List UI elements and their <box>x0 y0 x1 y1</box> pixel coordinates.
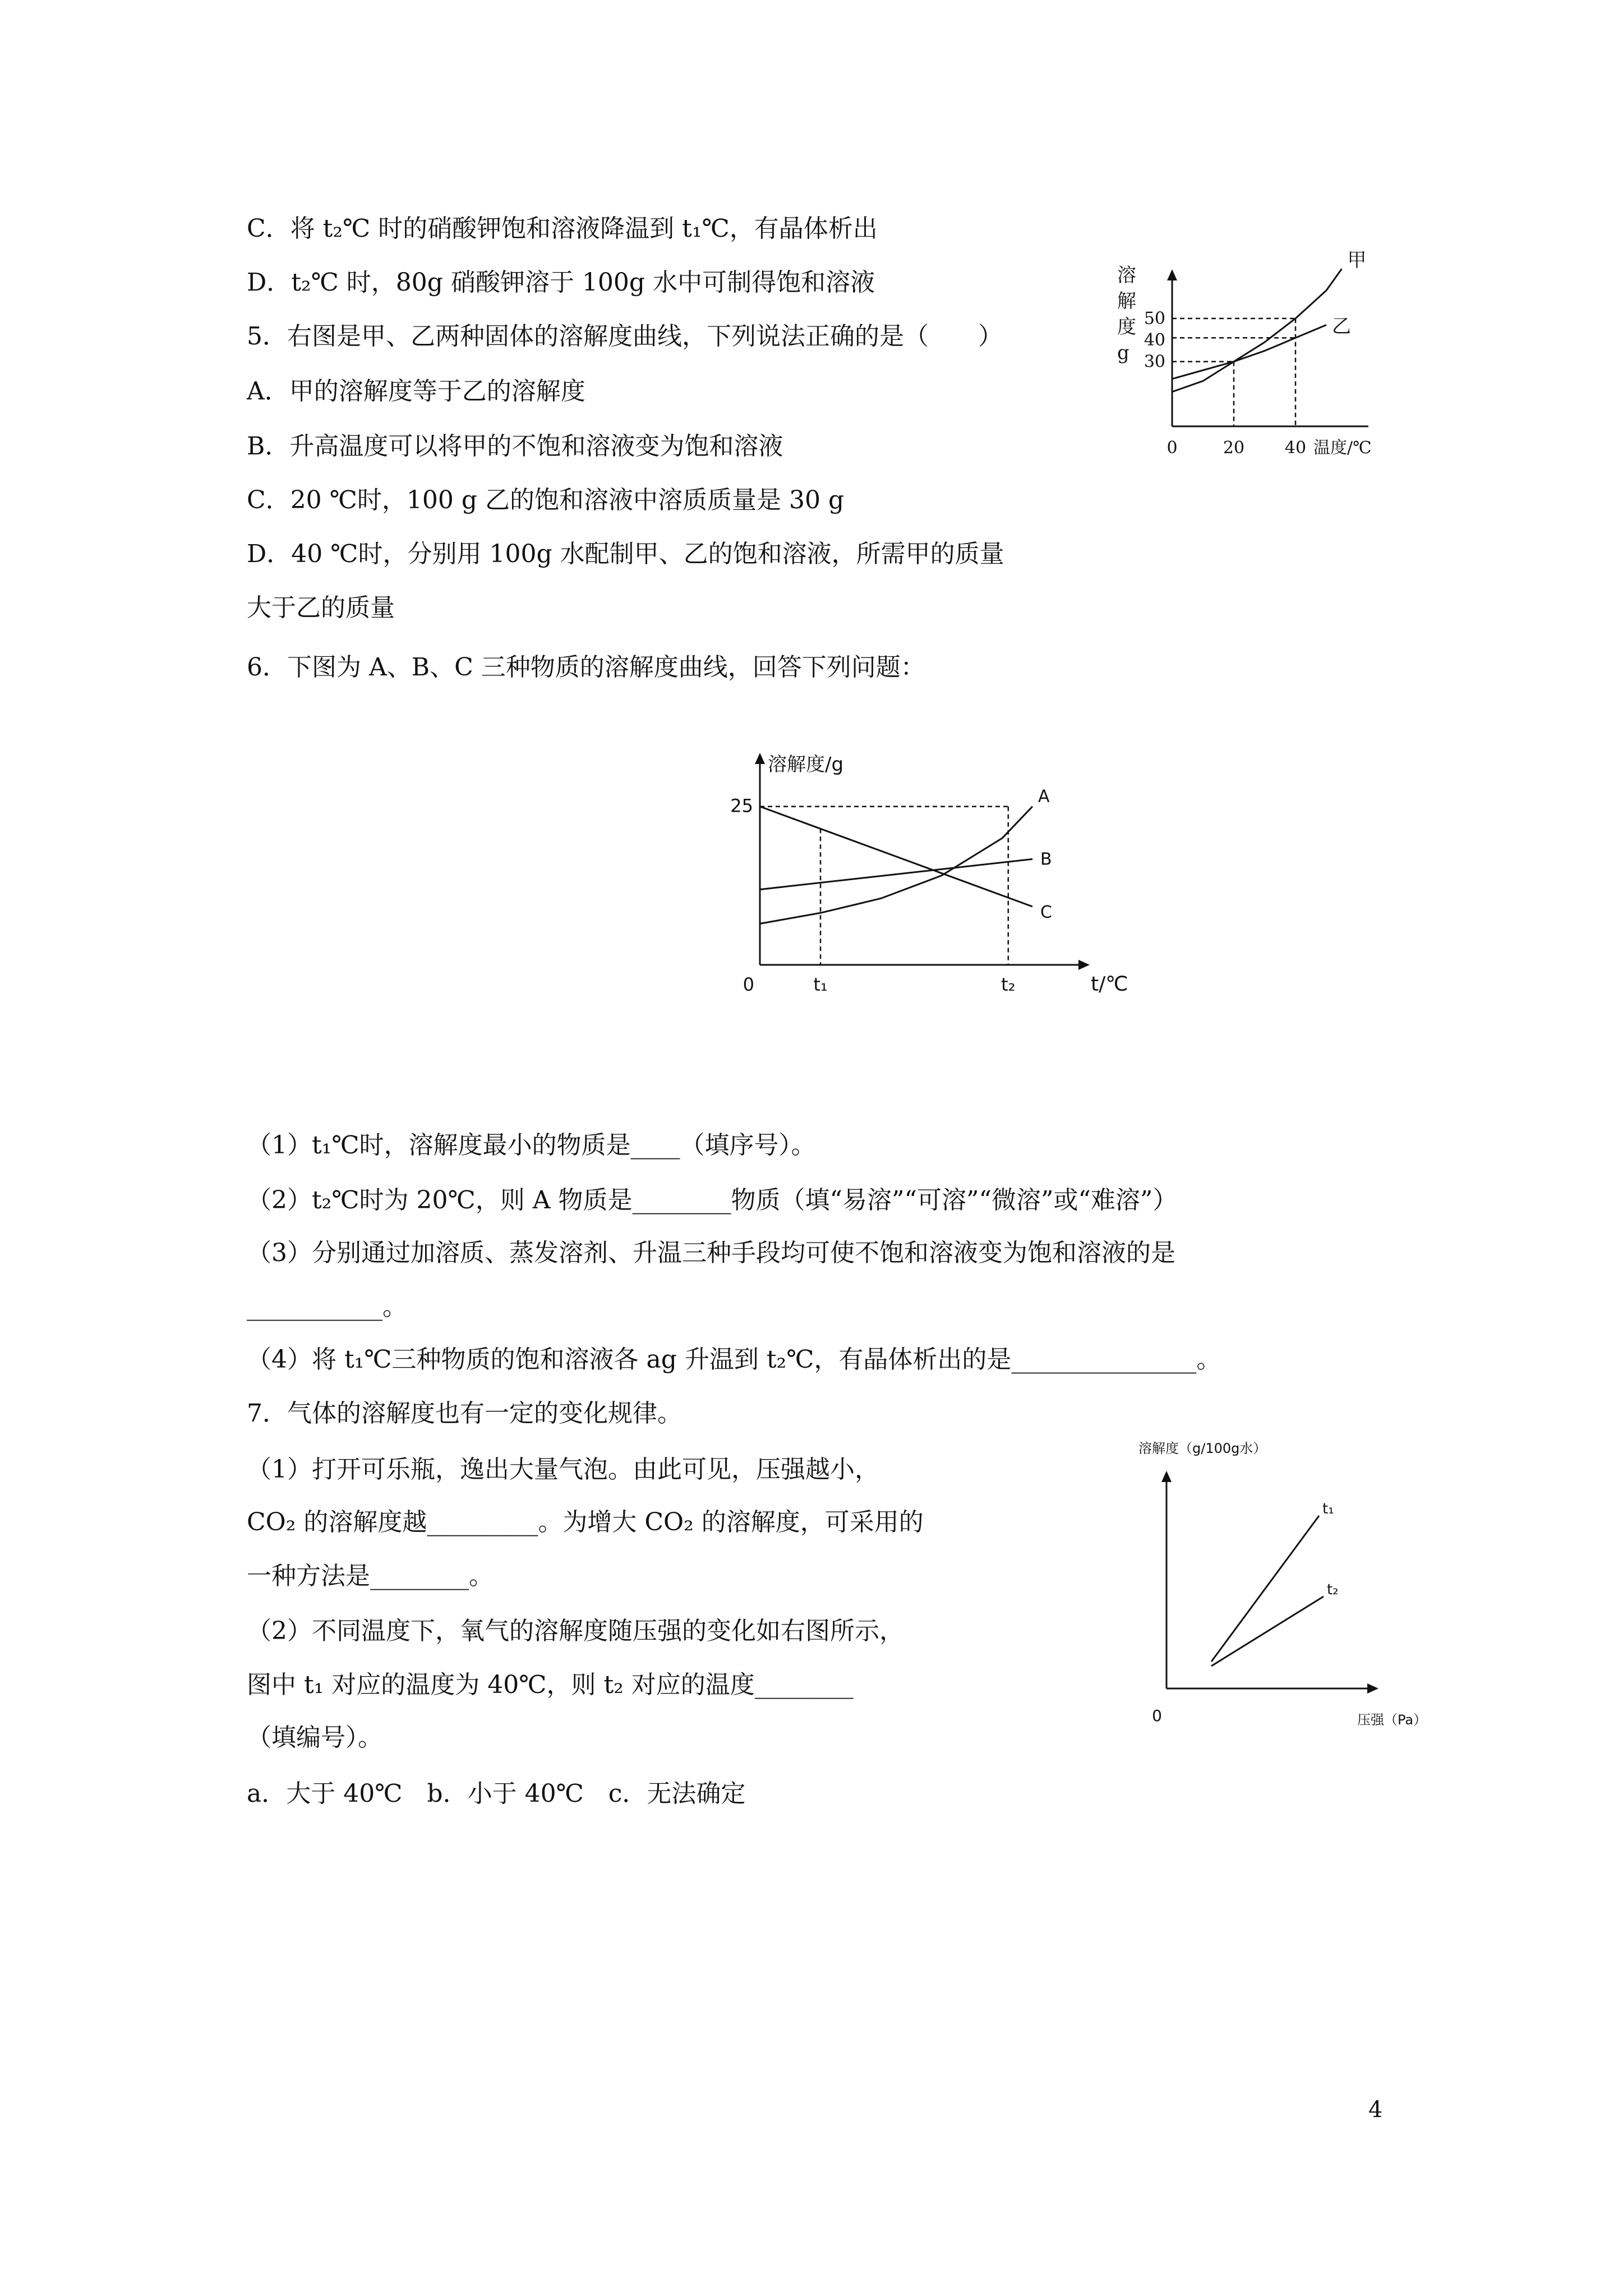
question-7-part-2: （2）不同温度下，氧气的溶解度随压强的变化如右图所示， <box>247 1617 904 1645</box>
solubility-chart-jia-yi <box>1110 249 1402 477</box>
question-7-part-2-line-2: 图中 t₁ 对应的温度为 40℃，则 t₂ 对应的温度________ <box>247 1671 854 1699</box>
chart-1-svg <box>1110 249 1402 477</box>
series-label-t1: t₁ <box>1322 1501 1334 1517</box>
page-number: 4 <box>1368 2097 1383 2123</box>
question-6-part-2: （2）t₂℃时为 20℃，则 A 物质是________物质（填“易溶”“可溶”“微溶”或“难溶”） <box>247 1186 1178 1214</box>
solubility-chart-abc <box>718 746 1128 1015</box>
x-tick-label-t2: t₂ <box>1001 974 1016 995</box>
question-6-part-3-blank: ___________。 <box>247 1292 407 1321</box>
x-axis-label: 压强（Pa） <box>1357 1712 1427 1728</box>
series-label-c: C <box>1040 903 1052 923</box>
y-axis-arrow <box>1167 269 1177 280</box>
y-tick-label: 30 <box>1144 352 1165 372</box>
x-axis-label: t/℃ <box>1091 973 1128 996</box>
line-t1 <box>1211 1516 1319 1662</box>
question-7-options: a．大于 40℃ b．小于 40℃ c．无法确定 <box>247 1779 746 1808</box>
option-c-q4: C．将 t₂℃ 时的硝酸钾饱和溶液降温到 t₁℃，有晶体析出 <box>247 214 878 243</box>
curve-a <box>760 807 1032 924</box>
option-b-q5: B．升高温度可以将甲的不饱和溶液变为饱和溶液 <box>247 432 783 461</box>
x-axis-label: 温度/℃ <box>1313 438 1372 458</box>
question-6-part-4: （4）将 t₁℃三种物质的饱和溶液各 ag 升温到 t₂℃，有晶体析出的是_______________。 <box>247 1345 1221 1374</box>
y-axis-label-char: 解 <box>1117 290 1136 312</box>
question-5-stem: 5．右图是甲、乙两种固体的溶解度曲线，下列说法正确的是（ ） <box>247 322 1003 351</box>
x-axis-arrow <box>1367 1683 1378 1694</box>
question-7-part-1-line-3: 一种方法是________。 <box>247 1562 494 1590</box>
series-label-jia: 甲 <box>1347 249 1367 272</box>
y-tick-label: 50 <box>1144 309 1165 329</box>
option-c-q5: C．20 ℃时，100 g 乙的饱和溶液中溶质质量是 30 g <box>247 486 845 514</box>
series-label-yi: 乙 <box>1332 315 1351 338</box>
origin-label: 0 <box>1152 1706 1162 1725</box>
option-d-q5-continued: 大于乙的质量 <box>247 593 395 622</box>
question-6-part-3: （3）分别通过加溶质、蒸发溶剂、升温三种手段均可使不饱和溶液变为饱和溶液的是 <box>247 1239 1175 1267</box>
chart-2-svg <box>718 746 1128 1015</box>
x-tick-label-t1: t₁ <box>813 974 828 995</box>
line-t2 <box>1211 1596 1324 1666</box>
y-axis-label-char: 溶 <box>1117 264 1136 287</box>
option-a-q5: A．甲的溶解度等于乙的溶解度 <box>247 377 585 406</box>
question-6-part-1: （1）t₁℃时，溶解度最小的物质是____（填序号）。 <box>247 1131 816 1159</box>
y-axis-label: 溶解度/g <box>768 753 844 776</box>
series-label-b: B <box>1040 849 1052 869</box>
option-d-q5: D．40 ℃时，分别用 100g 水配制甲、乙的饱和溶液，所需甲的质量 <box>247 540 1004 568</box>
y-tick-label-25: 25 <box>730 795 753 817</box>
question-7-part-1: （1）打开可乐瓶，逸出大量气泡。由此可见，压强越小， <box>247 1455 879 1484</box>
y-axis-arrow <box>1161 1471 1172 1482</box>
curve-jia <box>1172 269 1342 392</box>
chart-3-svg <box>1133 1436 1427 1750</box>
series-label-a: A <box>1038 786 1050 807</box>
x-axis-arrow <box>1078 960 1090 970</box>
y-axis-label-char: g <box>1117 342 1129 364</box>
y-tick-label: 40 <box>1144 330 1165 351</box>
x-tick-label: 0 <box>1166 438 1178 458</box>
x-tick-label: 20 <box>1223 438 1245 458</box>
option-d-q4: D．t₂℃ 时，80g 硝酸钾溶于 100g 水中可制得饱和溶液 <box>247 268 875 297</box>
gas-solubility-chart <box>1133 1436 1427 1750</box>
curve-b <box>760 859 1032 890</box>
y-axis-label-char: 度 <box>1117 316 1136 338</box>
series-label-t2: t₂ <box>1327 1581 1339 1598</box>
question-6-stem: 6．下图为 A、B、C 三种物质的溶解度曲线，回答下列问题： <box>247 653 925 682</box>
question-7-part-2-line-3: （填编号）。 <box>247 1723 382 1752</box>
x-tick-label: 40 <box>1284 438 1307 458</box>
curve-c <box>760 807 1032 907</box>
origin-label: 0 <box>743 974 754 995</box>
question-7-part-1-line-2: CO₂ 的溶解度越_________。为增大 CO₂ 的溶解度，可采用的 <box>247 1508 924 1536</box>
y-axis-arrow <box>755 753 765 764</box>
question-7-stem: 7．气体的溶解度也有一定的变化规律。 <box>247 1399 682 1428</box>
y-axis-label: 溶解度（g/100g水） <box>1138 1441 1267 1456</box>
